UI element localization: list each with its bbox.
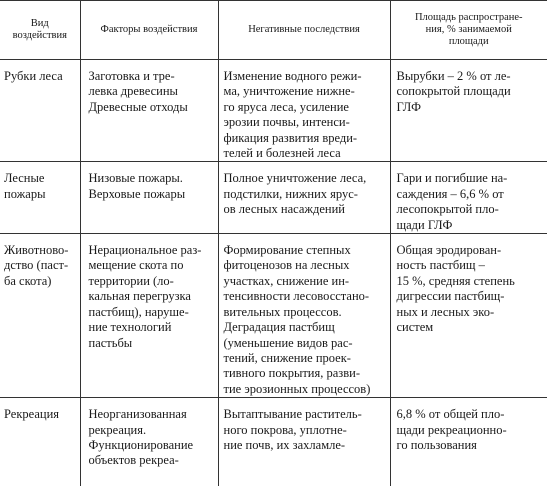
cell-impact-type: Животново- дство (паст- ба скота) — [0, 234, 80, 398]
table-row — [0, 398, 547, 486]
table-row — [0, 234, 547, 398]
cell-consequences: Изменение водного режи- ма, уничтожение нижне- го яруса леса, усиление эрозии почвы, интенси- фикация развития вреди- телей и болезней леса — [218, 60, 390, 162]
cell-factors: Заготовка и тре- левка древесины Древесные отходы — [80, 60, 218, 162]
cell-consequences: Вытаптывание раститель- ного покрова, уплотне- ние почв, их захламле- — [218, 398, 390, 486]
cell-impact-type: Рекреация — [0, 398, 80, 486]
header-area: Площадь распростране- ния, % занимаемой площади — [390, 1, 547, 60]
table-header — [0, 1, 547, 60]
cell-area: Гари и погибшие на- саждения – 6,6 % от лесопокрытой пло- щади ГЛФ — [390, 162, 547, 234]
header-consequences: Негативные последствия — [218, 1, 390, 60]
table-row — [0, 162, 547, 234]
cell-consequences: Полное уничтожение леса, подстилки, нижних ярус- ов лесных насаждений — [218, 162, 390, 234]
cell-factors: Неорганизованная рекреация. Функционирование объектов рекреа- — [80, 398, 218, 486]
table-body — [0, 60, 547, 486]
table-row — [0, 60, 547, 162]
cell-area: Общая эродирован- ность пастбищ – 15 %, средняя степень дигрессии пастбищ- ных и лесных эко- систем — [390, 234, 547, 398]
header-impact-type: Вид воздействия — [0, 1, 80, 60]
cell-area: 6,8 % от общей пло- щади рекреационно- го пользования — [390, 398, 547, 486]
cell-impact-type: Лесные пожары — [0, 162, 80, 234]
cell-factors: Нерациональное раз- мещение скота по территории (ло- кальная перегрузка пастбищ), наруше- ние технологий пастьбы — [80, 234, 218, 398]
cell-consequences: Формирование степных фитоценозов на лесных участках, снижение ин- тенсивности лесовосстано- вительных процессов. Деградация пастбищ (уменьшение видов рас- тений, снижение проек- тивного покрытия, разви- тие эрозионных процессов) — [218, 234, 390, 398]
cell-factors: Низовые пожары. Верховые пожары — [80, 162, 218, 234]
header-factors: Факторы воздействия — [80, 1, 218, 60]
header-row — [0, 1, 547, 60]
cell-area: Вырубки – 2 % от ле- сопокрытой площади ГЛФ — [390, 60, 547, 162]
cell-impact-type: Рубки леса — [0, 60, 80, 162]
